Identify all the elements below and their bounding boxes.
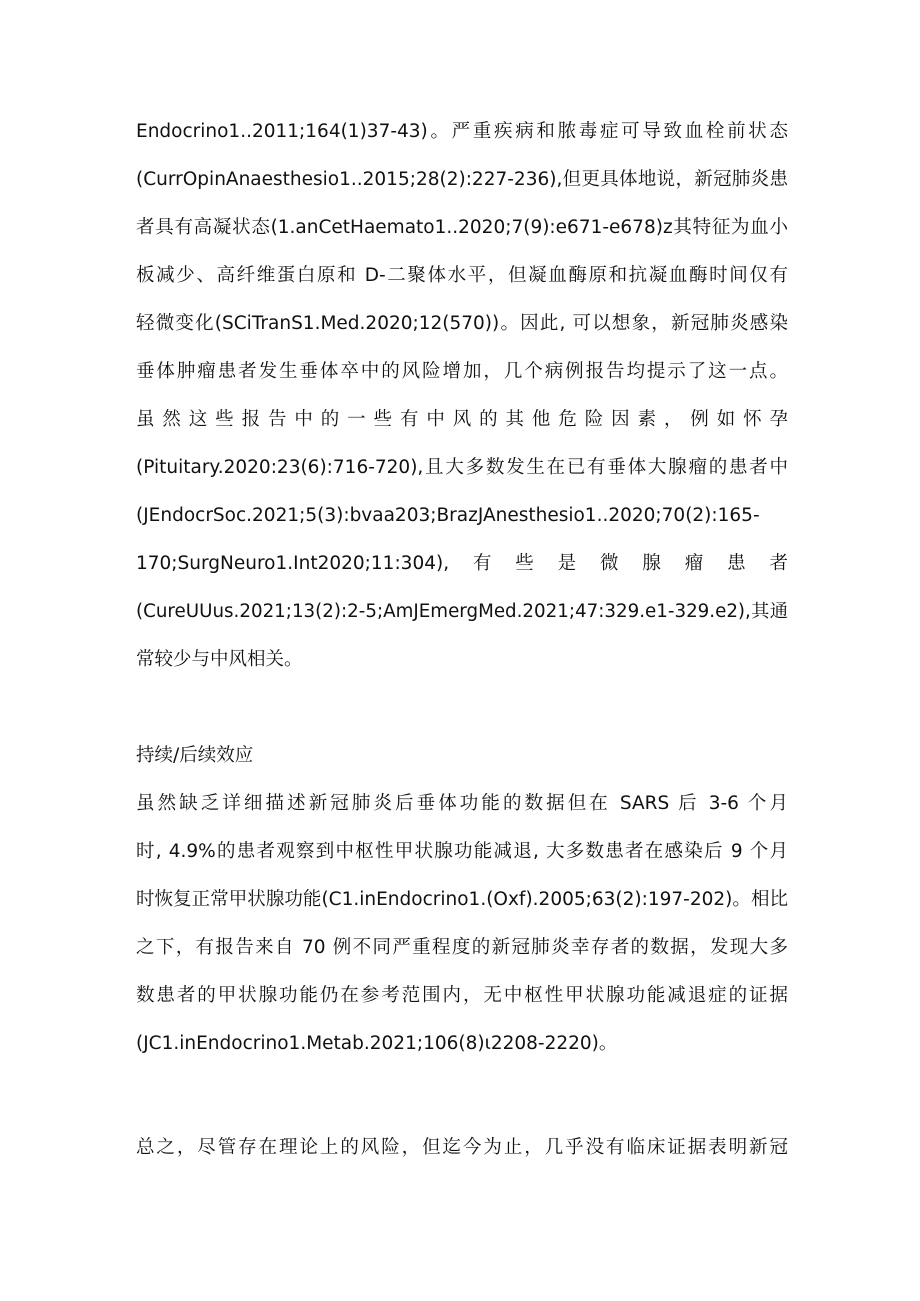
text-line: 总之，尽管存在理论上的风险，但迄今为止，几乎没有临床证据表明新冠 bbox=[136, 1137, 788, 1158]
text-line: 虽然缺乏详细描述新冠肺炎后垂体功能的数据但在 SARS 后 3-6 个月 bbox=[136, 793, 788, 814]
text-line: (Pituitary.2020:23(6):716-720),且大多数发生在已有垂体大腺瘤的患者中 bbox=[136, 457, 788, 478]
text-line: 虽然这些报告中的一些有中风的其他危险因素，例如怀孕 bbox=[136, 409, 788, 430]
section-heading: 持续/后续效应 bbox=[136, 745, 254, 766]
text-line: 数患者的甲状腺功能仍在参考范围内，无中枢性甲状腺功能减退症的证据 bbox=[136, 985, 788, 1006]
text-line: 之下，有报告来自 70 例不同严重程度的新冠肺炎幸存者的数据，发现大多 bbox=[136, 937, 788, 958]
text-line: 轻微变化(SCiTranS1.Med.2020;12(570))。因此, 可以想象，新冠肺炎感染 bbox=[136, 313, 788, 334]
text-line: (JC1.inEndocrino1.Metab.2021;106(8)ι2208-2220)。 bbox=[136, 1033, 618, 1054]
text-line: (JEndocrSoc.2021;5(3):bvaa203;BrazJAnesthesio1..2020;70(2):165- bbox=[136, 505, 760, 526]
text-line: Endocrino1..2011;164(1)37-43)。严重疾病和脓毒症可导致血栓前状态 bbox=[136, 121, 788, 142]
text-line: (CurrOpinAnaesthesio1..2015;28(2):227-236),但更具体地说，新冠肺炎患 bbox=[136, 169, 788, 190]
text-line: 常较少与中风相关。 bbox=[136, 649, 303, 670]
text-line: 者具有高凝状态(1.anCetHaemato1..2020;7(9):e671-e678)z其特征为血小 bbox=[136, 217, 788, 238]
text-line: 时, 4.9%的患者观察到中枢性甲状腺功能减退, 大多数患者在感染后 9 个月 bbox=[136, 841, 788, 862]
text-line: 时恢复正常甲状腺功能(C1.inEndocrino1.(Oxf).2005;63(2):197-202)。相比 bbox=[136, 889, 788, 910]
text-line: (CureUUus.2021;13(2):2-5;AmJEmergMed.2021;47:329.e1-329.e2),其通 bbox=[136, 601, 788, 622]
text-line: 垂体肿瘤患者发生垂体卒中的风险增加，几个病例报告均提示了这一点。 bbox=[136, 361, 788, 382]
text-line: 170;SurgNeuro1.Int2020;11:304),有些是微腺瘤患者 bbox=[136, 553, 788, 574]
text-line: 板减少、高纤维蛋白原和 D-二聚体水平，但凝血酶原和抗凝血酶时间仅有 bbox=[136, 265, 788, 286]
